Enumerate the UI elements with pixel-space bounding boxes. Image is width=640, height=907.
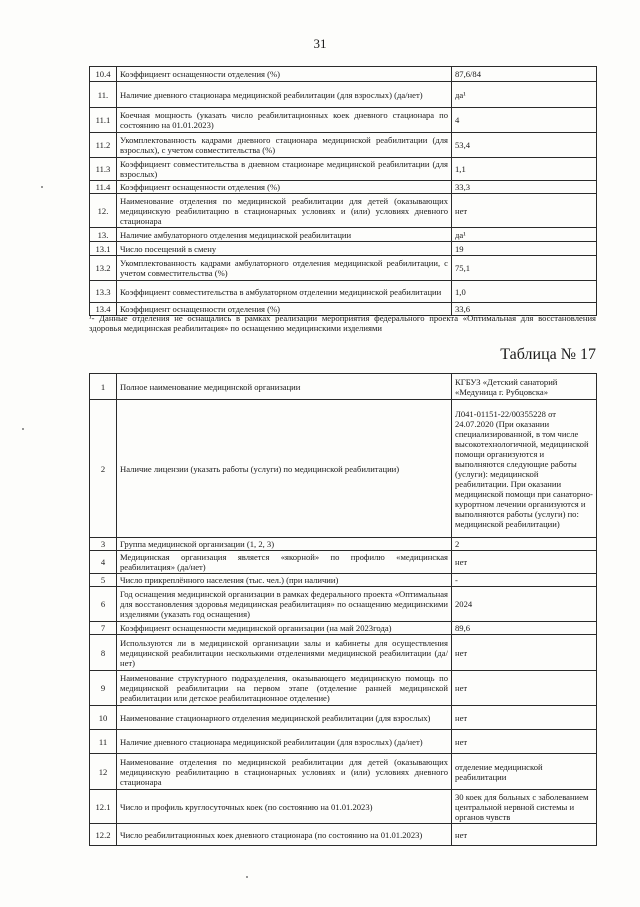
- footnote: ¹- Данные отделения не оснащались в рамках реализации мероприятия федерального проекта «Оптимальная для восстановления здоровья медицинская реабилитация» по оснащению медицинскими изделиями: [89, 313, 596, 333]
- row-number: 10: [90, 706, 117, 730]
- row-description: Коэффициент оснащенности отделения (%): [117, 181, 452, 194]
- table-row: [90, 790, 597, 824]
- row-description: Коечная мощность (указать число реабилитационных коек дневного стационара по состоянию на 01.01.2023): [117, 108, 452, 133]
- row-value: нет: [452, 635, 597, 671]
- row-number: 13.: [90, 228, 117, 242]
- table-row: [90, 730, 597, 754]
- row-description: Укомплектованность кадрами амбулаторного отделения медицинской реабилитации, с учетом совместительства (%): [117, 256, 452, 281]
- row-value: 33,6: [452, 303, 597, 316]
- table-row: [90, 635, 597, 671]
- row-value: 33,3: [452, 181, 597, 194]
- row-description: Год оснащения медицинской организации в рамках федерального проекта «Оптимальная для восстановления здоровья медицинская реабилитация» по оснащению медицинскими изделиями (указать год оснащения): [117, 587, 452, 622]
- equipment-table: [89, 66, 597, 316]
- row-value: нет: [452, 194, 597, 228]
- row-value: КГБУЗ «Детский санаторий «Медуница г. Рубцовска»: [452, 374, 597, 400]
- row-description: Наличие дневного стационара медицинской реабилитации (для взрослых) (да/нет): [117, 730, 452, 754]
- row-number: 9: [90, 671, 117, 706]
- row-number: 11.4: [90, 181, 117, 194]
- table-row: [90, 281, 597, 303]
- row-number: 12.1: [90, 790, 117, 824]
- row-description: Коэффициент оснащенности медицинской организации (на май 2023года): [117, 622, 452, 635]
- scan-speck: [41, 186, 43, 188]
- row-value: 2: [452, 538, 597, 551]
- table-row: [90, 754, 597, 790]
- table-row: [90, 824, 597, 846]
- table-row: [90, 400, 597, 538]
- row-value: нет: [452, 730, 597, 754]
- row-value: нет: [452, 706, 597, 730]
- row-description: Число посещений в смену: [117, 242, 452, 256]
- table-row: [90, 242, 597, 256]
- organization-table: [89, 373, 597, 846]
- row-number: 3: [90, 538, 117, 551]
- table-row: [90, 587, 597, 622]
- table-row: [90, 108, 597, 133]
- row-number: 12: [90, 754, 117, 790]
- row-value: да¹: [452, 82, 597, 108]
- row-number: 4: [90, 551, 117, 574]
- table-row: [90, 256, 597, 281]
- row-value: 53,4: [452, 133, 597, 158]
- row-description: Наименование отделения по медицинской реабилитации для детей (оказывающих медицинскую реабилитацию в стационарных условиях и (или) условиях дневного стационара: [117, 194, 452, 228]
- row-number: 2: [90, 400, 117, 538]
- row-number: 11.: [90, 82, 117, 108]
- row-value: нет: [452, 671, 597, 706]
- row-number: 11: [90, 730, 117, 754]
- table-row: [90, 538, 597, 551]
- row-value: 75,1: [452, 256, 597, 281]
- row-description: Используются ли в медицинской организации залы и кабинеты для осуществления медицинской реабилитации несколькими отделениями медицинской реабилитации (да/нет): [117, 635, 452, 671]
- row-description: Наименование структурного подразделения, оказывающего медицинскую помощь по медицинской реабилитации на первом этапе (отделение ранней медицинской реабилитации или детское реабилитационное отделение): [117, 671, 452, 706]
- row-number: 6: [90, 587, 117, 622]
- row-description: Коэффициент совместительства в амбулаторном отделении медицинской реабилитации: [117, 281, 452, 303]
- row-description: Число прикреплённого населения (тыс. чел.) (при наличии): [117, 574, 452, 587]
- table-row: [90, 574, 597, 587]
- table-row: [90, 622, 597, 635]
- row-description: Укомплектованность кадрами дневного стационара медицинской реабилитации (для взрослых), с учетом совместительства (%): [117, 133, 452, 158]
- row-value: нет: [452, 824, 597, 846]
- row-description: Число и профиль круглосуточных коек (по состоянию на 01.01.2023): [117, 790, 452, 824]
- row-description: Коэффициент оснащенности отделения (%): [117, 67, 452, 82]
- table-row: [90, 228, 597, 242]
- row-number: 11.3: [90, 158, 117, 181]
- row-description: Коэффициент совместительства в дневном стационаре медицинской реабилитации (для взрослых): [117, 158, 452, 181]
- page-number: 31: [313, 36, 327, 51]
- row-value: 1,1: [452, 158, 597, 181]
- table-row: [90, 706, 597, 730]
- row-description: Группа медицинской организации (1, 2, 3): [117, 538, 452, 551]
- row-number: 13.2: [90, 256, 117, 281]
- row-description: Наименование стационарного отделения медицинской реабилитации (для взрослых): [117, 706, 452, 730]
- table-row: [90, 133, 597, 158]
- table-row: [90, 82, 597, 108]
- row-description: Коэффициент оснащенности отделения (%): [117, 303, 452, 316]
- row-value: 30 коек для больных с заболеванием центральной нервной системы и органов чувств: [452, 790, 597, 824]
- row-value: отделение медицинской реабилитации: [452, 754, 597, 790]
- row-number: 11.2: [90, 133, 117, 158]
- row-description: Наличие амбулаторного отделения медицинской реабилитации: [117, 228, 452, 242]
- table-row: [90, 181, 597, 194]
- table-row: [90, 671, 597, 706]
- row-value: да¹: [452, 228, 597, 242]
- row-value: 19: [452, 242, 597, 256]
- row-number: 13.1: [90, 242, 117, 256]
- table-row: [90, 67, 597, 82]
- row-description: Наличие лицензии (указать работы (услуги) по медицинской реабилитации): [117, 400, 452, 538]
- row-description: Медицинская организация является «якорной» по профилю «медицинская реабилитация» (да/нет): [117, 551, 452, 574]
- table-row: [90, 551, 597, 574]
- row-value: 2024: [452, 587, 597, 622]
- row-number: 13.4: [90, 303, 117, 316]
- scan-speck: [22, 428, 24, 430]
- row-description: Число реабилитационных коек дневного стационара (по состоянию на 01.01.2023): [117, 824, 452, 846]
- row-value: 1,0: [452, 281, 597, 303]
- row-number: 10.4: [90, 67, 117, 82]
- row-value: -: [452, 574, 597, 587]
- row-description: Полное наименование медицинской организации: [117, 374, 452, 400]
- row-value: Л041-01151-22/00355228 от 24.07.2020 (При оказании специализированной, в том числе высокотехнологичной, медицинской помощи организуются и выполняются следующие работы (услуги): медицинской реабилитации. При оказании медицинской помощи при санаторно-курортном лечении организуются и выполняются работы (услуги) по: медицинской реабилитации): [452, 400, 597, 538]
- row-value: нет: [452, 551, 597, 574]
- row-number: 1: [90, 374, 117, 400]
- row-number: 8: [90, 635, 117, 671]
- row-description: Наличие дневного стационара медицинской реабилитации (для взрослых) (да/нет): [117, 82, 452, 108]
- row-value: 87,6/84: [452, 67, 597, 82]
- row-value: 89,6: [452, 622, 597, 635]
- table-row: [90, 194, 597, 228]
- row-description: Наименование отделения по медицинской реабилитации для детей (оказывающих медицинскую реабилитацию в стационарных условиях и (или) условиях дневного стационара: [117, 754, 452, 790]
- row-number: 11.1: [90, 108, 117, 133]
- row-number: 12.: [90, 194, 117, 228]
- row-number: 5: [90, 574, 117, 587]
- row-number: 13.3: [90, 281, 117, 303]
- scan-speck: [246, 876, 248, 878]
- row-value: 4: [452, 108, 597, 133]
- row-number: 7: [90, 622, 117, 635]
- table-title: Таблица № 17: [500, 346, 596, 363]
- row-number: 12.2: [90, 824, 117, 846]
- table-row: [90, 374, 597, 400]
- table-row: [90, 158, 597, 181]
